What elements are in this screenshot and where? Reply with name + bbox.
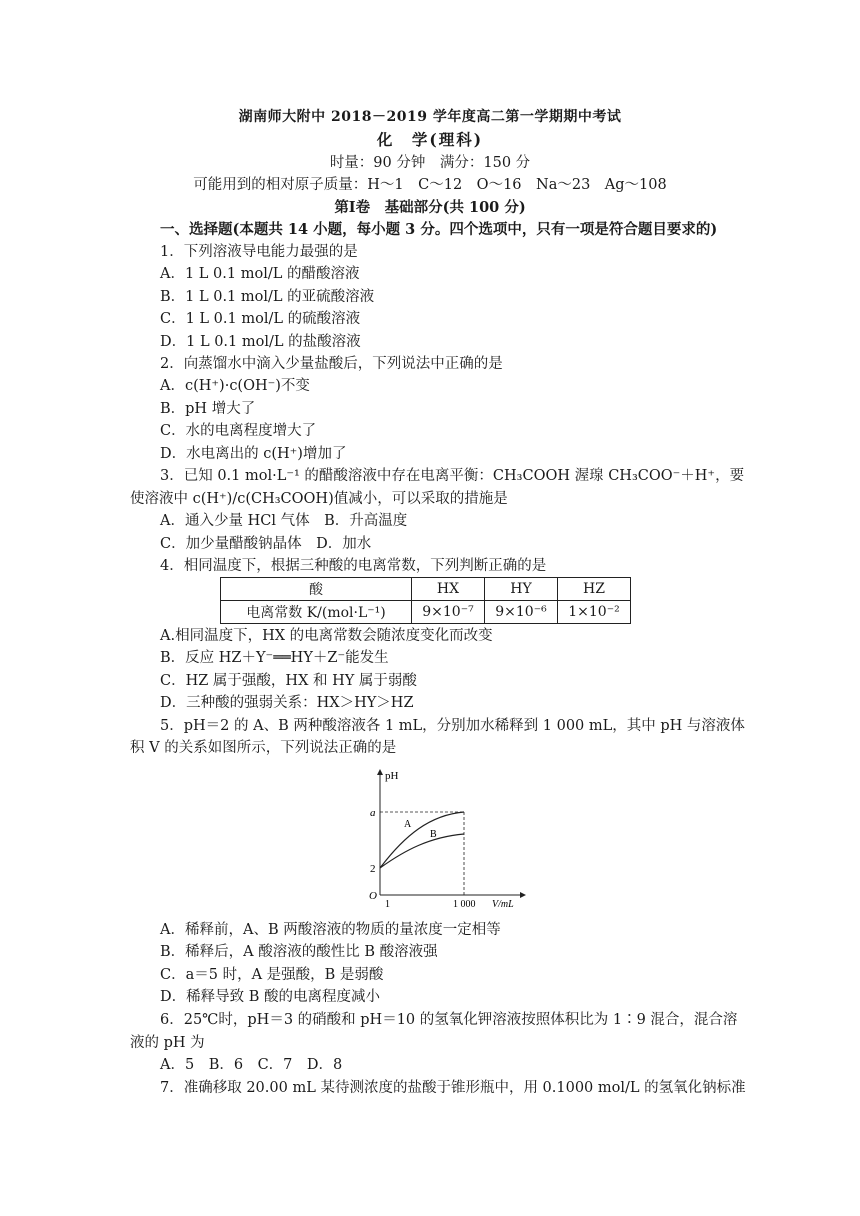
curve-b-label: B [430,829,437,840]
q3-options-cd: C．加少量醋酸钠晶体 D．加水 [160,536,372,552]
x-tick-1000: 1 000 [453,899,476,910]
x-axis-label: V/mL [492,899,514,910]
q1-option-b: B．1 L 0.1 mol/L 的亚硫酸溶液 [160,289,375,305]
q5-stem-line1: 5．pH＝2 的 A、B 两种酸溶液各 1 mL，分别加水稀释到 1 000 mL，其中 pH 与溶液体 [160,718,745,734]
q5-stem-line2: 积 V 的关系如图所示，下列说法正确的是 [130,740,397,756]
section-title: 第Ⅰ卷 基础部分(共 100 分) [334,199,526,216]
time-score-line: 时量：90 分钟 满分：150 分 [329,155,531,171]
q2-option-d: D．水电离出的 c(H⁺)增加了 [160,446,347,462]
curve-b [380,834,464,868]
q4-option-c: C．HZ 属于强酸，HX 和 HY 属于弱酸 [160,673,417,689]
q6-stem-line2: 液的 pH 为 [130,1035,205,1051]
y-axis-label: pH [385,770,399,782]
q2-stem: 2．向蒸馏水中滴入少量盐酸后，下列说法中正确的是 [160,356,503,372]
table-header-cell: HY [485,578,558,601]
table-header-row [221,578,631,601]
q5-option-b: B．稀释后，A 酸溶液的酸性比 B 酸溶液强 [160,944,438,960]
table-cell: 1×10⁻² [558,601,631,624]
y-tick-a: a [370,807,376,819]
q4-stem: 4．相同温度下，根据三种酸的电离常数，下列判断正确的是 [160,558,547,574]
origin-label: O [369,890,377,902]
q2-option-a: A．c(H⁺)·c(OH⁻)不变 [160,378,310,394]
table-header-cell: HX [412,578,485,601]
q2-option-b: B．pH 增大了 [160,401,256,417]
q5-option-c: C．a＝5 时，A 是强酸，B 是弱酸 [160,967,384,983]
curve-a-label: A [404,819,412,830]
q3-stem-line2: 使溶液中 c(H⁺)/c(CH₃COOH)值减小，可以采取的措施是 [130,491,508,507]
x-tick-1: 1 [385,899,390,910]
table-header-cell: HZ [558,578,631,601]
q3-options-ab: A．通入少量 HCl 气体 B．升高温度 [160,513,408,529]
y-tick-2: 2 [370,863,376,875]
table-cell: 9×10⁻⁷ [412,601,485,624]
q7-stem-line1: 7．准确移取 20.00 mL 某待测浓度的盐酸于锥形瓶中，用 0.1000 mol/L 的氢氧化钠标准 [160,1080,746,1096]
q4-option-d: D．三种酸的强弱关系：HX＞HY＞HZ [160,695,414,711]
q4-option-b: B．反应 HZ＋Y⁻══HY＋Z⁻能发生 [160,650,389,666]
q5-option-a: A．稀释前，A、B 两酸溶液的物质的量浓度一定相等 [160,922,501,938]
q6-options: A．5 B．6 C．7 D．8 [160,1057,343,1073]
q5-option-d: D．稀释导致 B 酸的电离程度减小 [160,989,380,1005]
table-cell: 9×10⁻⁶ [485,601,558,624]
q1-stem: 1．下列溶液导电能力最强的是 [160,244,358,260]
atomic-masses-line: 可能用到的相对原子质量：H～1 C～12 O～16 Na～23 Ag～108 [193,177,667,193]
q6-stem-line1: 6．25℃时，pH＝3 的硝酸和 pH＝10 的氢氧化钾溶液按照体积比为 1∶9 混合，混合溶 [160,1012,738,1028]
table-header-cell: 酸 [221,578,412,601]
q4-option-a: A.相同温度下，HX 的电离常数会随浓度变化而改变 [160,628,493,644]
ph-volume-graph [360,765,530,915]
subject-title: 化 学(理科) [376,130,484,149]
q2-option-c: C．水的电离程度增大了 [160,423,317,439]
part-one-text: 一、选择题(本题共 14 小题，每小题 3 分。四个选项中，只有一项是符合题目要求的) [160,221,718,238]
q1-option-d: D．1 L 0.1 mol/L 的盐酸溶液 [160,334,361,350]
ionization-constant-table [220,577,631,624]
q1-option-a: A．1 L 0.1 mol/L 的醋酸溶液 [160,266,360,282]
q3-stem-line1: 3．已知 0.1 mol·L⁻¹ 的醋酸溶液中存在电离平衡：CH₃COOH 渥瑔 CH₃COO⁻＋H⁺，要 [160,468,745,484]
q1-option-c: C．1 L 0.1 mol/L 的硫酸溶液 [160,311,361,327]
exam-title: 湖南师大附中 2018－2019 学年度高二第一学期期中考试 [238,109,622,125]
table-row [221,601,631,624]
part-one-heading [160,220,717,240]
table-cell: 电离常数 K/(mol·L⁻¹) [221,601,412,624]
